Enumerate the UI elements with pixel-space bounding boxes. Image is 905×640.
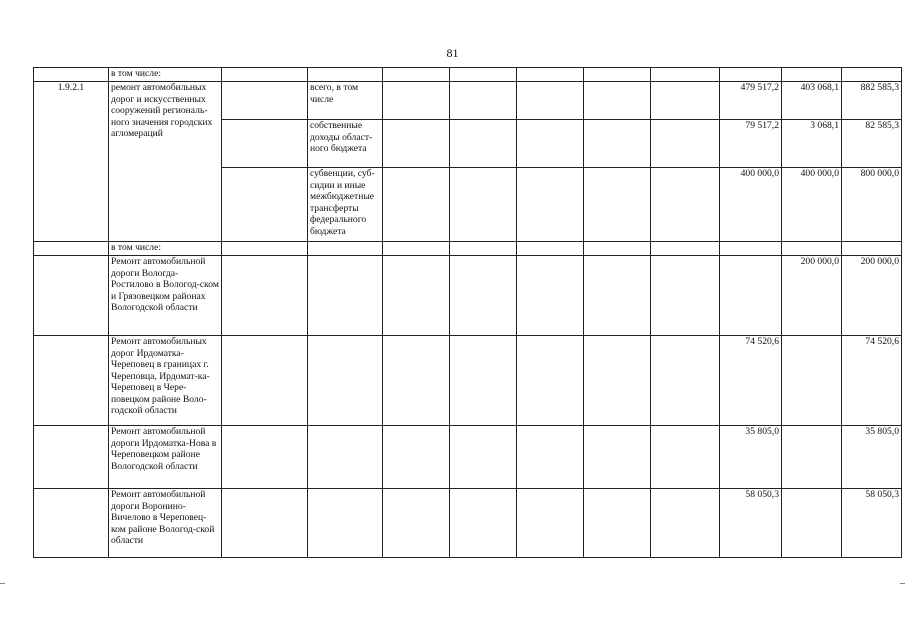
funding-source: всего, в том числе [308, 82, 383, 120]
value-cell: 400 000,0 [782, 168, 842, 242]
object-name: Ремонт автомобильной дороги Вологда-Ростилово в Вологод-ском и Грязовецком районах Вологодской области [109, 256, 222, 336]
value-cell [782, 426, 842, 489]
table-row [34, 489, 902, 558]
table-row [34, 242, 902, 256]
page-number: 81 [446, 46, 459, 60]
value-cell: 403 068,1 [782, 82, 842, 120]
row-code: 1.9.2.1 [34, 82, 109, 242]
value-cell: 58 050,3 [720, 489, 782, 558]
section-header: в том числе: [109, 68, 222, 82]
crop-mark [900, 583, 905, 584]
value-cell [782, 489, 842, 558]
funding-source: субвенции, суб-сидии и иные межбюджетные трансферты федерального бюджета [308, 168, 383, 242]
value-cell: 200 000,0 [782, 256, 842, 336]
value-cell: 3 068,1 [782, 120, 842, 168]
value-cell: 74 520,6 [842, 336, 902, 426]
object-name: Ремонт автомобильных дорог Ирдоматка-Череповец в границах г. Череповца, Ирдомат-ка-Череповец в Чере-повецком районе Воло-годской области [109, 336, 222, 426]
value-cell: 479 517,2 [720, 82, 782, 120]
value-cell: 400 000,0 [720, 168, 782, 242]
budget-table [33, 67, 902, 558]
value-cell: 58 050,3 [842, 489, 902, 558]
funding-source: собственные доходы област-ного бюджета [308, 120, 383, 168]
value-cell: 79 517,2 [720, 120, 782, 168]
value-cell: 35 805,0 [720, 426, 782, 489]
table-row [34, 256, 902, 336]
table-row [34, 336, 902, 426]
table-row [34, 426, 902, 489]
value-cell: 200 000,0 [842, 256, 902, 336]
table-row [34, 68, 902, 82]
object-name: Ремонт автомобильной дороги Ирдоматка-Нова в Череповецком районе Вологодской области [109, 426, 222, 489]
value-cell: 82 585,3 [842, 120, 902, 168]
value-cell: 74 520,6 [720, 336, 782, 426]
value-cell [720, 256, 782, 336]
crop-mark [0, 583, 5, 584]
value-cell: 800 000,0 [842, 168, 902, 242]
value-cell [782, 336, 842, 426]
value-cell: 35 805,0 [842, 426, 902, 489]
section-header: в том числе: [109, 242, 222, 256]
table-row [34, 82, 902, 120]
row-name: ремонт автомобильных дорог и искусственных сооружений региональ-ного значения городских агломераций [109, 82, 222, 242]
value-cell: 882 585,3 [842, 82, 902, 120]
object-name: Ремонт автомобильной дороги Воронино-Вичелово в Череповец-ком районе Вологод-ской области [109, 489, 222, 558]
